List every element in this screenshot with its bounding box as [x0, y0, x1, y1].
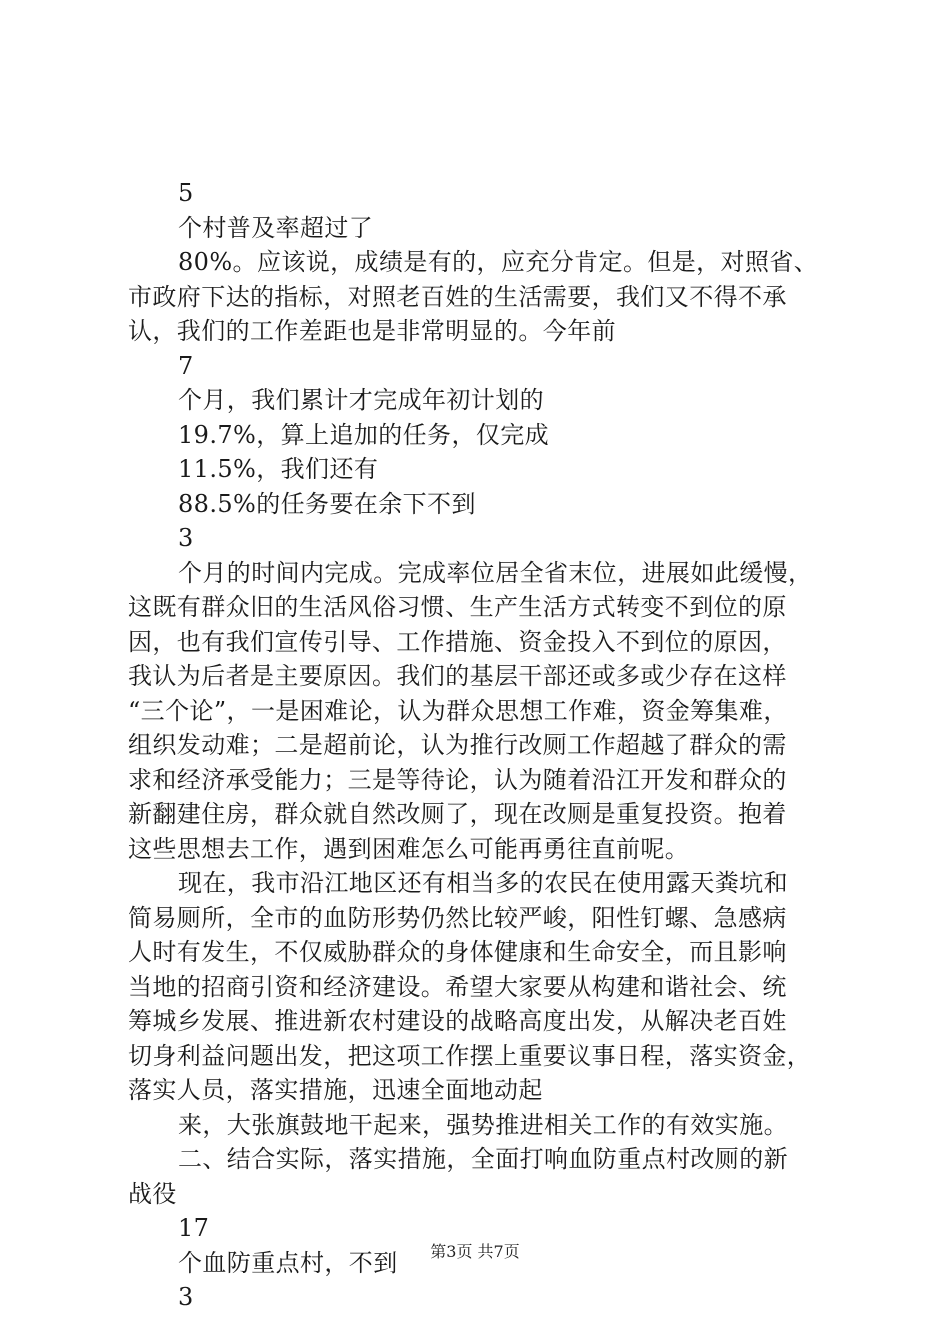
text-line: 来，大张旗鼓地干起来，强势推进相关工作的有效实施。 — [178, 1110, 788, 1139]
document-body — [128, 176, 834, 1315]
text-line: 5 — [178, 179, 194, 207]
text-line: 市政府下达的指标，对照老百姓的生活需要，我们又不得不承 — [128, 282, 787, 311]
text-line: 19.7%，算上追加的任务，仅完成 — [178, 420, 550, 449]
text-line: 人时有发生，不仅威胁群众的身体健康和生命安全，而且影响 — [128, 938, 787, 966]
text-line: 3 — [178, 1283, 194, 1311]
page-footer: 第3页 共7页 — [430, 1242, 520, 1261]
text-line: “三个论”，一是困难论，认为群众思想工作难，资金筹集难， — [128, 696, 788, 725]
text-line: 个月的时间内完成。完成率位居全省末位，进展如此缓慢， — [178, 558, 813, 587]
text-line: 3 — [178, 524, 194, 552]
text-line: 11.5%，我们还有 — [178, 455, 379, 483]
text-line: 17 — [178, 1214, 210, 1242]
text-line: 这既有群众旧的生活风俗习惯、生产生活方式转变不到位的原 — [128, 593, 787, 621]
text-line: 简易厕所，全市的血防形势仍然比较严峻，阳性钉螺、急感病 — [128, 903, 787, 932]
text-line: 现在，我市沿江地区还有相当多的农民在使用露天粪坑和 — [178, 869, 788, 897]
text-line: 80%。应该说，成绩是有的，应充分肯定。但是，对照省、 — [178, 248, 819, 276]
text-line: 组织发动难；二是超前论，认为推行改厕工作超越了群众的需 — [128, 731, 787, 759]
text-line: 个村普及率超过了 — [178, 213, 374, 242]
text-line: 这些思想去工作，遇到困难怎么可能再勇往直前呢。 — [128, 834, 690, 863]
text-line: 新翻建住房，群众就自然改厕了，现在改厕是重复投资。抱着 — [128, 800, 787, 828]
text-line: 个血防重点村，不到 — [178, 1248, 398, 1277]
text-line: 7 — [178, 351, 194, 380]
text-line: 因，也有我们宣传引导、工作措施、资金投入不到位的原因， — [128, 627, 787, 656]
text-line: 我认为后者是主要原因。我们的基层干部还或多或少存在这样 — [128, 662, 787, 690]
text-line: 求和经济承受能力；三是等待论，认为随着沿江开发和群众的 — [128, 765, 787, 794]
text-line: 筹城乡发展、推进新农村建设的战略高度出发，从解决老百姓 — [128, 1007, 787, 1035]
text-line: 切身利益问题出发，把这项工作摆上重要议事日程，落实资金， — [128, 1041, 812, 1070]
text-line: 认，我们的工作差距也是非常明显的。今年前 — [128, 317, 616, 345]
text-line: 个月，我们累计才完成年初计划的 — [178, 386, 544, 414]
text-line: 当地的招商引资和经济建设。希望大家要从构建和谐社会、统 — [128, 972, 787, 1001]
text-line: 88.5%的任务要在余下不到 — [178, 489, 476, 518]
text-line: 二、结合实际，落实措施，全面打响血防重点村改厕的新 — [178, 1145, 788, 1173]
text-line: 战役 — [128, 1179, 177, 1208]
text-line: 落实人员，落实措施，迅速全面地动起 — [128, 1076, 543, 1104]
